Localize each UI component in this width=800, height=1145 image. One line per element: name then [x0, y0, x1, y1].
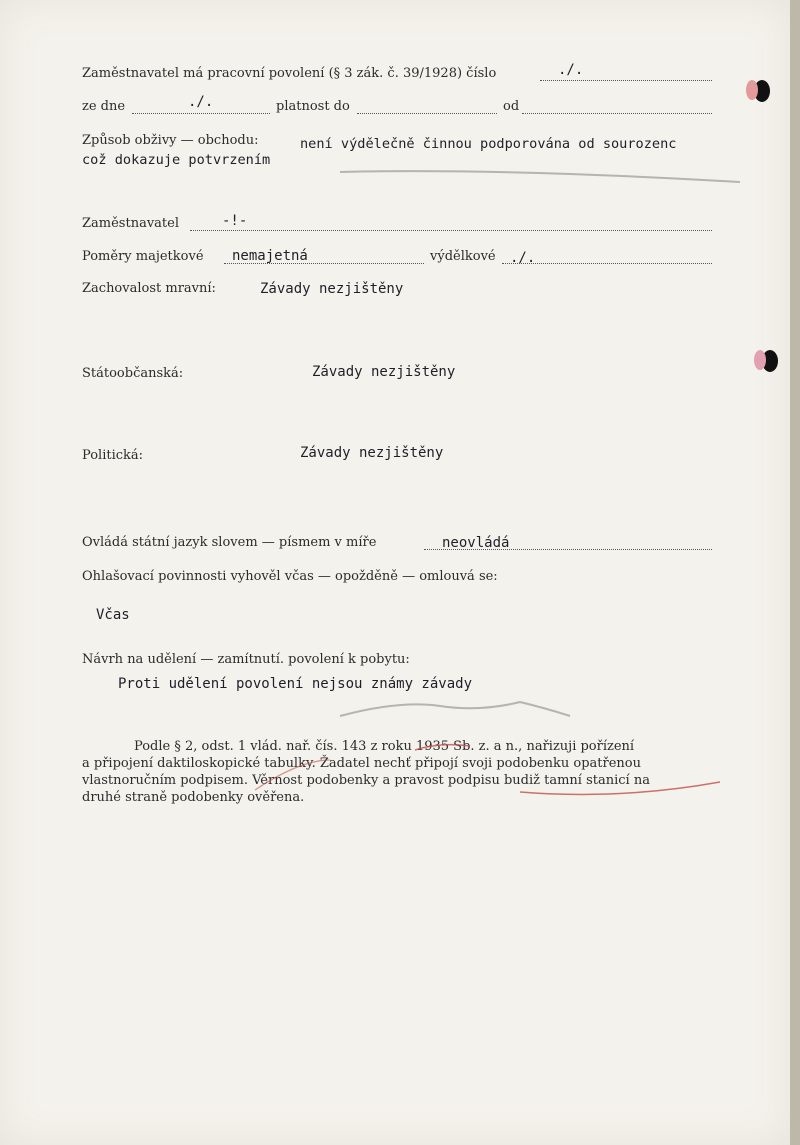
red-strike-stroke	[415, 745, 470, 750]
language-label: Ovládá státní jazyk slovem — písmem v míře	[82, 535, 377, 550]
permit-from-label: od	[503, 99, 520, 114]
employer-value: -!-	[222, 213, 248, 229]
grey-wave-stroke	[340, 702, 570, 716]
livelihood-value-line2: což dokazuje potvrzením	[82, 152, 271, 168]
instruction-line-2: a připojení daktiloskopické tabulky. Žadatel nechť připojí svoji podobenku opatřenou	[82, 756, 641, 771]
proposal-value: Proti udělení povolení nejsou známy závady	[118, 676, 473, 692]
property-value: nemajetná	[232, 248, 308, 264]
permit-date-value: ./.	[188, 94, 214, 110]
permit-validity-label: platnost do	[276, 99, 350, 114]
moral-conduct-label: Zachovalost mravní:	[82, 281, 216, 296]
language-value: neovládá	[442, 535, 510, 551]
red-underline-stroke	[520, 782, 720, 794]
earnings-value: ./.	[510, 250, 536, 266]
proposal-label: Návrh na udělení — zamítnutí. povolení k pobytu:	[82, 652, 410, 667]
red-arc-stroke	[255, 760, 330, 790]
instruction-line-3: vlastnoručním podpisem. Věrnost podobenky a pravost podpisu budiž tamní stanicí na	[82, 773, 650, 788]
livelihood-value-line1: není výdělečně činnou podporována od sourozenc	[300, 136, 677, 152]
property-label: Poměry majetkové	[82, 249, 204, 264]
political-conduct-value: Závady nezjištěny	[300, 445, 444, 461]
grey-underline-stroke	[340, 171, 740, 182]
employer-label: Zaměstnavatel	[82, 216, 179, 231]
earnings-label: výdělkové	[430, 249, 496, 264]
instruction-line-1: Podle § 2, odst. 1 vlád. nař. čís. 143 z roku 1935 Sb. z. a n., nařizuji pořízení	[134, 739, 635, 754]
permit-date-label: ze dne	[82, 99, 126, 114]
livelihood-label: Způsob obživy — obchodu:	[82, 133, 259, 148]
instruction-line-4: druhé straně podobenky ověřena.	[82, 790, 305, 805]
registration-value: Včas	[96, 607, 130, 623]
political-conduct-label: Politická:	[82, 448, 144, 463]
registration-label: Ohlašovací povinnosti vyhověl včas — opožděně — omlouvá se:	[82, 569, 498, 584]
permit-number-value: ./.	[558, 62, 584, 78]
permit-label: Zaměstnavatel má pracovní povolení (§ 3 zák. č. 39/1928) číslo	[82, 66, 497, 81]
civic-conduct-label: Státoobčanská:	[82, 366, 184, 381]
moral-conduct-value: Závady nezjištěny	[260, 281, 404, 297]
civic-conduct-value: Závady nezjištěny	[312, 364, 456, 380]
